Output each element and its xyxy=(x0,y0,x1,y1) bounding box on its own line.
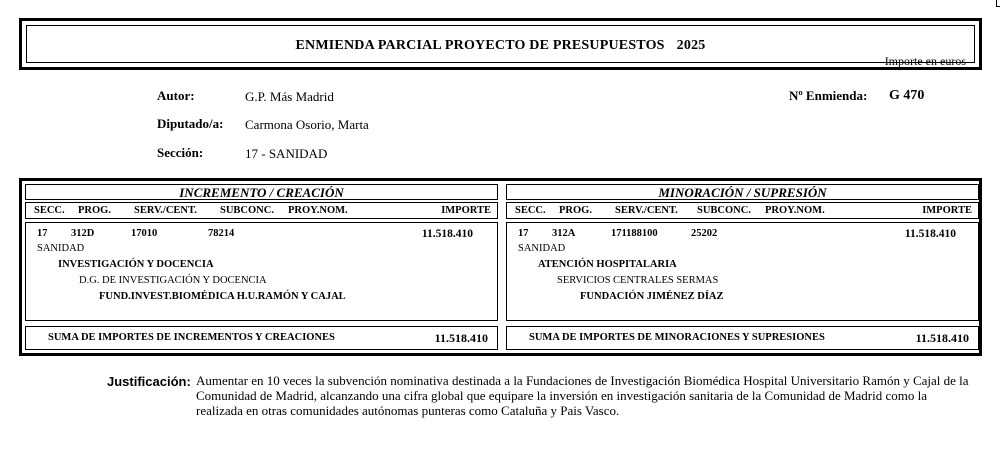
sum-value: 11.518.410 xyxy=(915,331,969,345)
col-importe: IMPORTE xyxy=(922,205,972,216)
enmienda-number: G 470 xyxy=(889,88,925,103)
corner-mark xyxy=(996,0,1000,7)
diputado-label: Diputado/a: xyxy=(157,116,224,131)
entry-programa-name: ATENCIÓN HOSPITALARIA xyxy=(538,259,677,270)
autor-label: Autor: xyxy=(157,88,195,103)
entry-proyecto-name: FUND.INVEST.BIOMÉDICA H.U.RAMÓN Y CAJAL xyxy=(99,291,346,302)
entry-prog: 312D xyxy=(71,228,95,239)
sum-value: 11.518.410 xyxy=(434,331,488,345)
entry-subconc: 25202 xyxy=(691,228,718,239)
justificacion-label: Justificación: xyxy=(107,374,191,389)
minoracion-title: MINORACIÓN / SUPRESIÓN xyxy=(506,184,979,200)
incremento-total xyxy=(25,326,498,350)
minoracion-entry xyxy=(506,222,979,321)
autor-value: G.P. Más Madrid xyxy=(245,89,334,104)
justificacion-text: Aumentar en 10 veces la subvención nominativa destinada a la Fundaciones de Investigación Biomédica Hospital Universitario Ramón y Cajal de la Comunidad de Madrid, alcanzando una cifra global que equipare la inversión en investigación sanitaria de la Comunidad de Madrid como la realizada en otras comunidades autónomas punteras como Cataluña y Pais Vasco. xyxy=(196,373,969,418)
entry-prog: 312A xyxy=(552,228,576,239)
col-serv: SERV./CENT. xyxy=(615,205,678,216)
col-prog: PROG. xyxy=(559,205,592,216)
entry-centro-name: D.G. DE INVESTIGACIÓN Y DOCENCIA xyxy=(79,275,267,286)
entry-programa-name: INVESTIGACIÓN Y DOCENCIA xyxy=(58,259,214,270)
sum-label: SUMA DE IMPORTES DE INCREMENTOS Y CREACIONES xyxy=(48,332,335,343)
minoracion-column-headers xyxy=(506,202,979,219)
title-text: ENMIENDA PARCIAL PROYECTO DE PRESUPUESTOS xyxy=(295,38,665,53)
col-prog: PROG. xyxy=(78,205,111,216)
currency-note: Importe en euros xyxy=(884,54,966,68)
entry-serv: 17010 xyxy=(131,228,158,239)
incremento-title: INCREMENTO / CREACIÓN xyxy=(25,184,498,200)
col-subconc: SUBCONC. xyxy=(220,205,274,216)
entry-importe: 11.518.410 xyxy=(904,228,956,240)
entry-seccion-name: SANIDAD xyxy=(37,243,85,254)
col-secc: SECC. xyxy=(515,205,546,216)
diputado-value: Carmona Osorio, Marta xyxy=(245,117,369,132)
document-title xyxy=(27,38,974,54)
incremento-panel xyxy=(25,184,498,350)
minoracion-panel xyxy=(506,184,979,350)
entry-secc: 17 xyxy=(37,228,48,239)
minoracion-total xyxy=(506,326,979,350)
entry-secc: 17 xyxy=(518,228,529,239)
entry-subconc: 78214 xyxy=(208,228,235,239)
amendment-panels xyxy=(19,178,982,356)
entry-seccion-name: SANIDAD xyxy=(518,243,566,254)
entry-proyecto-name: FUNDACIÓN JIMÉNEZ DÍAZ xyxy=(580,291,724,302)
incremento-column-headers xyxy=(25,202,498,219)
col-secc: SECC. xyxy=(34,205,65,216)
col-serv: SERV./CENT. xyxy=(134,205,197,216)
col-importe: IMPORTE xyxy=(441,205,491,216)
entry-centro-name: SERVICIOS CENTRALES SERMAS xyxy=(557,275,719,286)
title-year: 2025 xyxy=(676,38,706,53)
document-header xyxy=(19,18,982,70)
entry-serv: 171188100 xyxy=(611,228,658,239)
seccion-value: 17 - SANIDAD xyxy=(245,146,328,161)
enmienda-label: Nº Enmienda: xyxy=(789,88,868,103)
header-inner-frame xyxy=(26,25,975,68)
col-proy: PROY.NOM. xyxy=(288,205,348,216)
incremento-entry xyxy=(25,222,498,321)
entry-importe: 11.518.410 xyxy=(421,228,473,240)
sum-label: SUMA DE IMPORTES DE MINORACIONES Y SUPRESIONES xyxy=(529,332,825,343)
col-proy: PROY.NOM. xyxy=(765,205,825,216)
col-subconc: SUBCONC. xyxy=(697,205,751,216)
seccion-label: Sección: xyxy=(157,145,204,160)
